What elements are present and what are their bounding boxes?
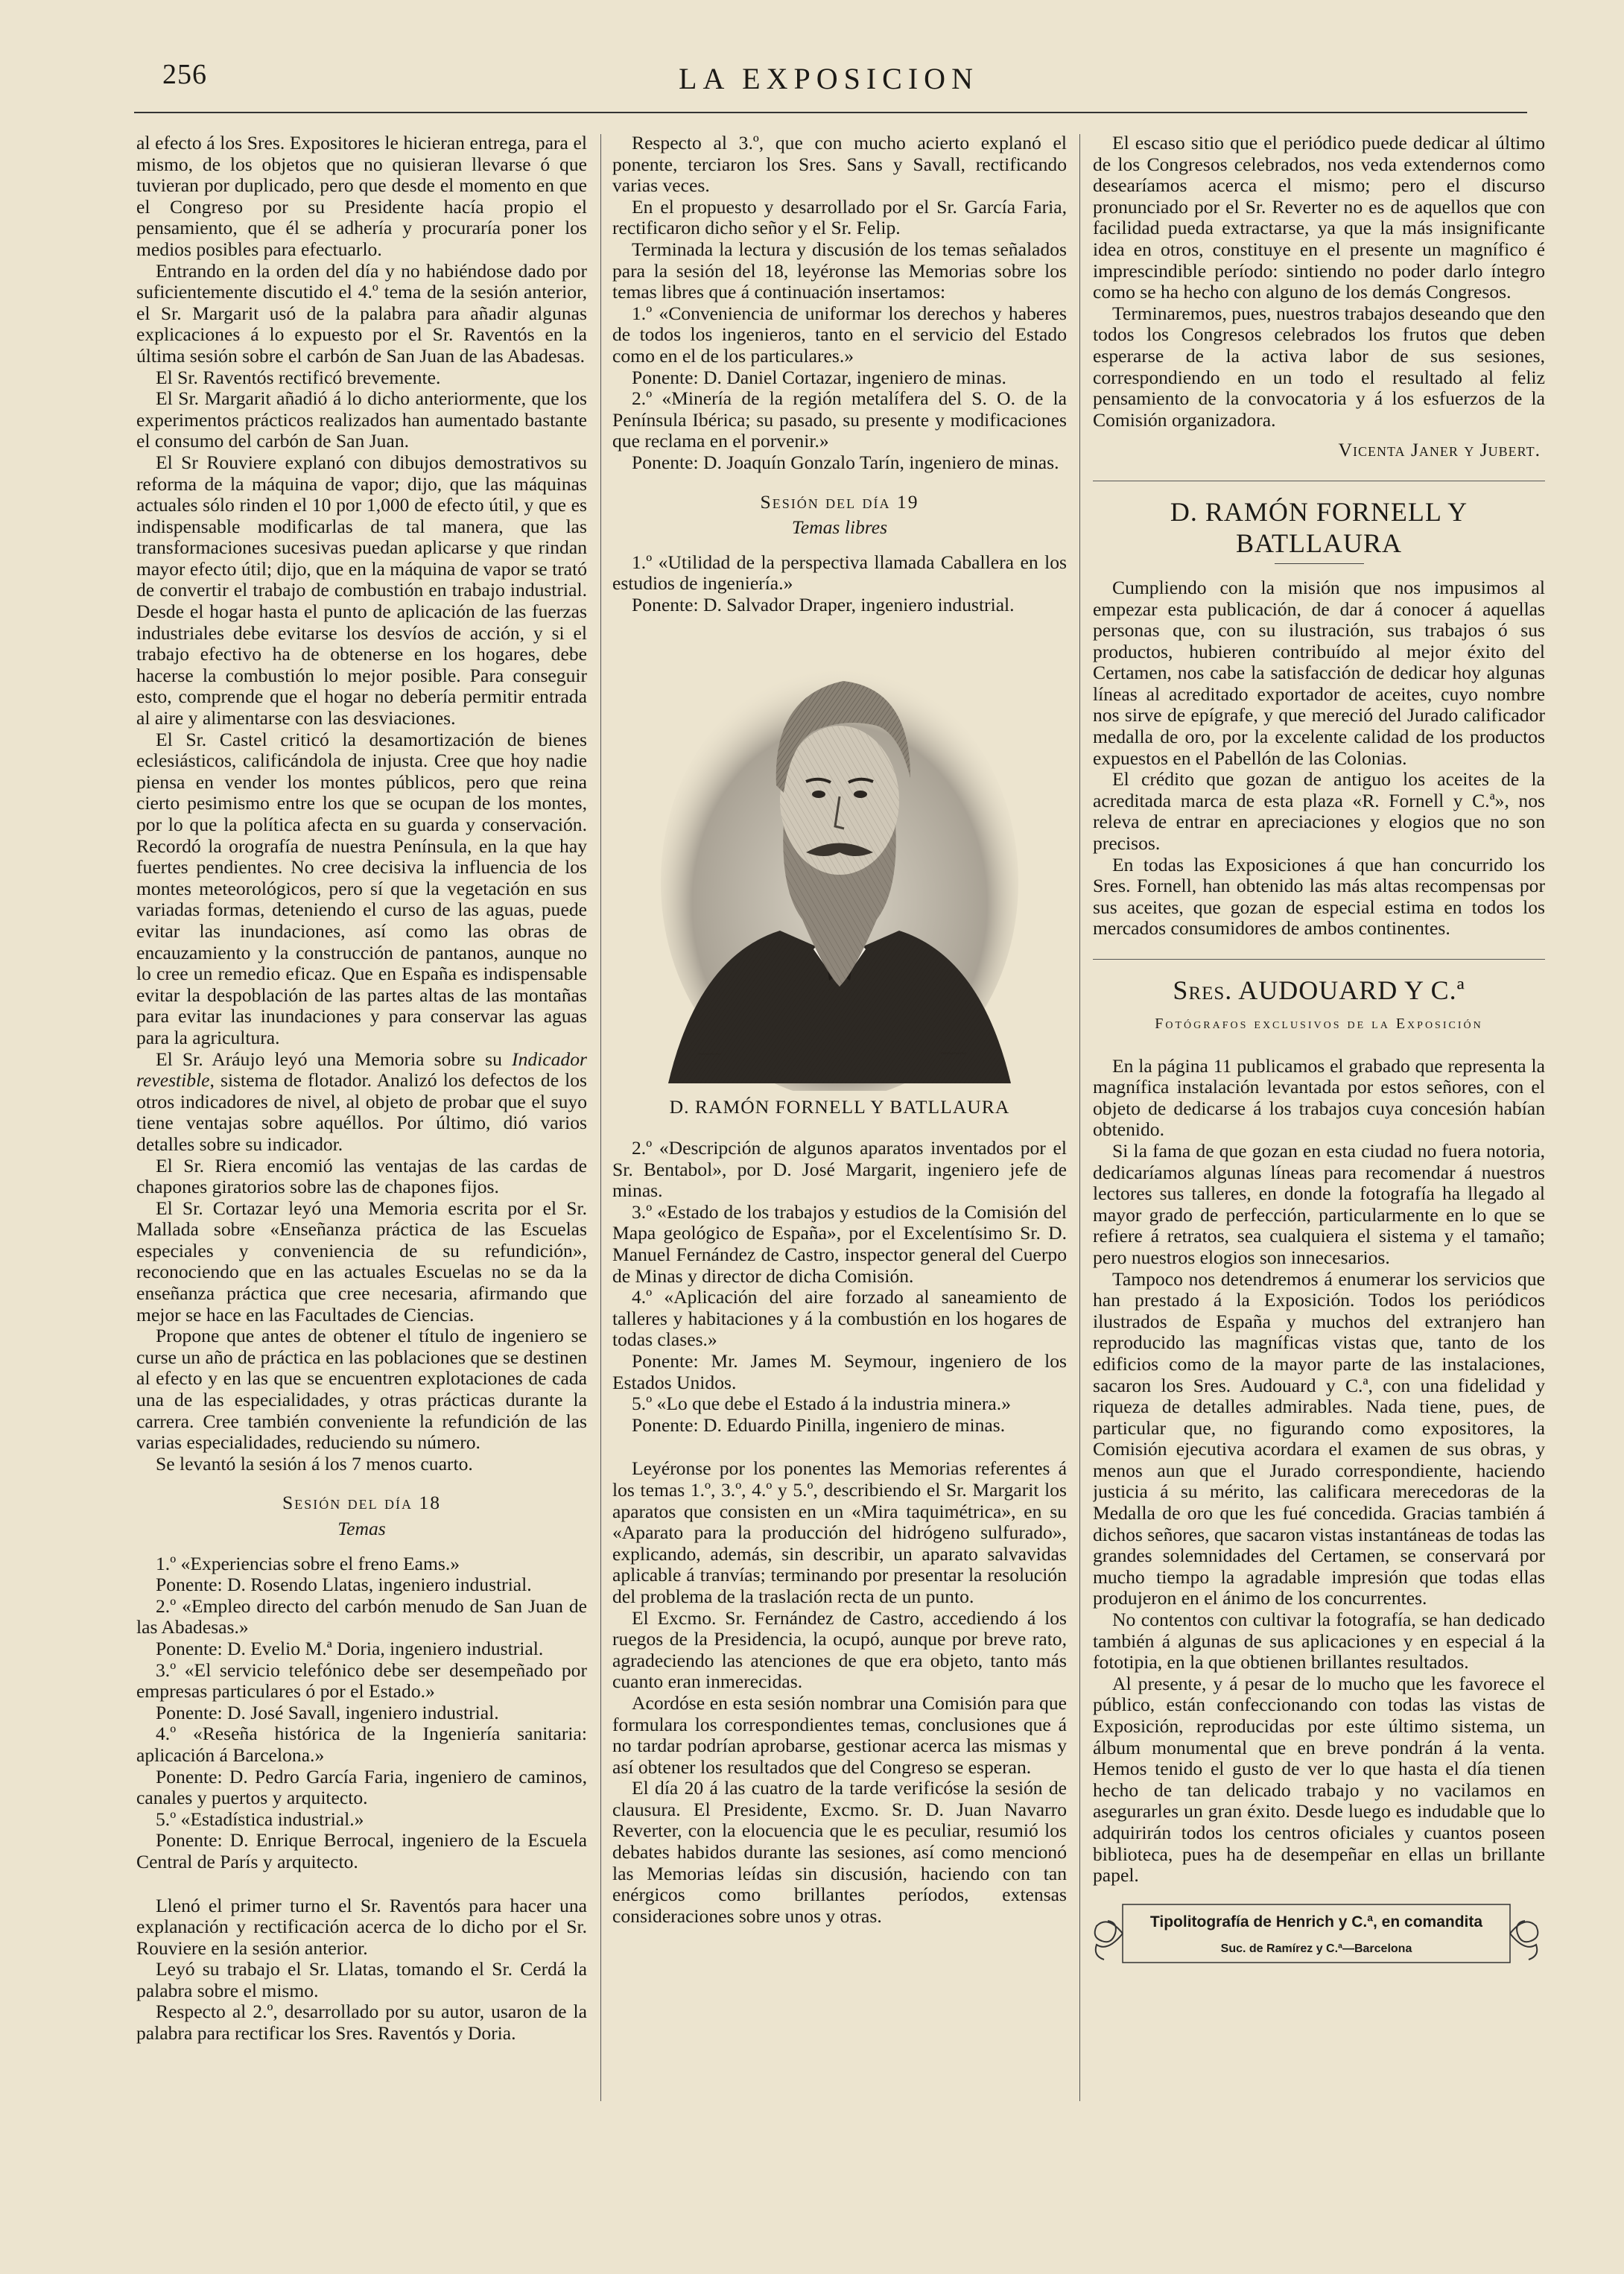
paragraph: Leyéronse por los ponentes las Memorias referentes á los temas 1.º, 3.º, 4.º y 5.º, describiendo el Sr. Margarit los aparatos que consisten en un «Mira taquimétrica», en su «Aparato para la producción del hidrógeno sulfurado», explicando, además, sin describir, un aparato salvavidas aplicable á tranvías; terminando por presentar la resolución del problema de la traslación recta de un punto. bbox=[612, 1457, 1067, 1607]
spacer bbox=[612, 1436, 1067, 1458]
paragraph: Leyó su trabajo el Sr. Llatas, tomando el Sr. Cerdá la palabra sobre el mismo. bbox=[136, 1958, 587, 2001]
fornell-article-title: D. RAMÓN FORNELL Y BATLLAURA bbox=[1170, 496, 1468, 558]
paragraph: No contentos con cultivar la fotografía, se han dedicado también á algunas de sus aplicaciones y en especial á la fototipia, en la que obtienen brillantes resultados. bbox=[1093, 1609, 1545, 1673]
column-divider-1 bbox=[600, 134, 601, 2101]
portrait-engraving bbox=[653, 636, 1026, 1091]
spacer bbox=[136, 1873, 587, 1895]
column-2 bbox=[612, 133, 1067, 2115]
topic-item: 3.º «Estado de los trabajos y estudios de la Comisión del Mapa geológico de España», por el Excelentísimo Sr. D. Manuel Fernández de Castro, inspector general del Cuerpo de Minas y director de dicha Comisión. bbox=[612, 1200, 1067, 1287]
text-span: , sistema de flotador. Analizó los defectos de los otros indicadores de nivel, al objeto de probar que el suyo tiene ventajas sobre aquéllos. Por último, dió varios detalles sobre su indicador. bbox=[136, 1069, 587, 1155]
paragraph: El Excmo. Sr. Fernández de Castro, accediendo á los ruegos de la Presidencia, la ocupó, aunque por breve rato, agradeciendo las atenciones de que era objeto, tanto más cuanto eran inmerecidas. bbox=[612, 1606, 1067, 1693]
paragraph: El escaso sitio que el periódico puede dedicar al último de los Congresos celebrados, nos veda extendernos como desearíamos acerca el mismo; pero el discurso pronunciado por el Sr. Reverter no es de aquellos que con facilidad pueda extractarse, ya que la más insignificante idea en otros, constituye en el presente un magnífico é imprescindible período: sintiendo no poder darlo íntegro como se ha hecho con alguno de los demás Congresos. bbox=[1093, 133, 1545, 303]
memoir-item: 2.º «Minería de la región metalífera del S. O. de la Península Ibérica; su pasado, su presente y modificaciones que reclama en el porvenir.» bbox=[612, 387, 1067, 452]
topic-item: 5.º «Estadística industrial.» bbox=[156, 1808, 364, 1830]
audouard-article-subtitle: Fotógrafos exclusivos de la Exposición bbox=[1155, 1016, 1483, 1032]
page-number: 256 bbox=[162, 59, 207, 90]
paragraph: Respecto al 3.º, que con mucho acierto explanó el ponente, terciaron los Sres. Sans y Savall, rectificando varias veces. bbox=[612, 133, 1067, 197]
paragraph: Terminaremos, pues, nuestros trabajos deseando que den todos los Congresos celebrados los frutos que deben esperarse de la activa labor de sus sesiones, correspondiendo en un todo el resultado al feliz pensamiento de la convocatoria y á los esfuerzos de la Comisión organizadora. bbox=[1093, 302, 1545, 431]
paragraph: Terminada la lectura y discusión de los temas señalados para la sesión del 18, leyéronse las Memorias sobre los temas libres que á continuación insertamos: bbox=[612, 238, 1067, 303]
topic-item: 4.º «Reseña histórica de la Ingeniería sanitaria: aplicación á Barcelona.» bbox=[136, 1723, 587, 1766]
column-3 bbox=[1093, 133, 1545, 2129]
memoir-item: 1.º «Conveniencia de uniformar los derechos y haberes de todos los ingenieros, tanto en el servicio del Estado como en el de los particulares.» bbox=[612, 302, 1067, 367]
paragraph: En la página 11 publicamos el grabado que representa la magnífica instalación levantada por estos señores, con el objeto de dedicarse á los trabajos cuya concesión habían obtenido. bbox=[1093, 1054, 1545, 1141]
paragraph: Si la fama de que gozan en esta ciudad no fuera notoria, dedicaríamos algunas líneas para recomendar á nuestros lectores sus talleres, en donde la fotografía ha llegado al mayor grado de perfección, particularmente en lo que se refiere á retratos, sea cualquiera el sistema y el tamaño; pero nuestros elogios son innecesarios. bbox=[1093, 1139, 1545, 1268]
paragraph: El crédito que gozan de antiguo los aceites de la acreditada marca de esta plaza «R. Fornell y C.ª», nos releva de entrar en apreciaciones y elogios que no son precisos. bbox=[1093, 768, 1545, 855]
topic-speaker: Ponente: D. José Savall, ingeniero industrial. bbox=[156, 1701, 499, 1723]
session-18-subheading: Temas bbox=[337, 1518, 386, 1539]
paragraph: Al presente, y á pesar de lo mucho que les favorece el público, están confeccionando con todas las vistas de Exposición, reproducidas por este último sistema, un álbum monumental que en breve pondrán á la venta. Hemos tenido el gusto de ver lo que hasta el día tienen hecho de tan delicado trabajo y no vacilamos en asegurarles un gran éxito. Desde luego es indudable que lo adquirirán todos los centros oficiales y cuantos poseen biblioteca, pues ha de desempeñar en ellas un brillante papel. bbox=[1093, 1672, 1545, 1887]
paragraph: Respecto al 2.º, desarrollado por su autor, usaron de la palabra para rectificar los Sres. Raventós y Doria. bbox=[136, 2001, 587, 2045]
colophon-printer-address: Suc. de Ramírez y C.ª—Barcelona bbox=[1220, 1942, 1412, 1955]
printer-colophon bbox=[1093, 1900, 1540, 1967]
topic-speaker: Ponente: Mr. James M. Seymour, ingeniero de los Estados Unidos. bbox=[612, 1350, 1067, 1393]
paragraph: Se levantó la sesión á los 7 menos cuarto. bbox=[156, 1452, 473, 1475]
device-name: Indicador revestible bbox=[136, 1048, 587, 1092]
paragraph: Acordóse en esta sesión nombrar una Comisión para que formulara los correspondientes temas, conclusiones que á no tardar podrían aprobarse, gestionar acerca las mismas y así obtener los resultados que del Congreso se esperan. bbox=[612, 1691, 1067, 1778]
paragraph: El Sr Rouviere explanó con dibujos demostrativos su reforma de la máquina de vapor; dijo, que las máquinas actuales sólo rinden el 10 por 1,000 de efecto útil, y que es indispensable modificarlas de tal manera, que las transformaciones sucesivas puedan aplicarse y que rindan mayor efecto útil; dijo, que en la máquina de vapor se trató de convertir el trabajo de combustión en trabajo industrial. Desde el hogar hasta el punto de aplicación de las fuerzas industriales debe evitarse los desvíos de acción, y si el trabajo efectivo ha de obtenerse en los hogares, debe hacerse la combustión lo mejor posible. Para conseguir esto, comprende que el hogar no debería permitir entrada al aire y alimentarse con las desviaciones. bbox=[136, 451, 587, 729]
topic-item: 2.º «Descripción de algunos aparatos inventados por el Sr. Bentabol», por D. José Margarit, ingeniero jefe de minas. bbox=[612, 1137, 1067, 1202]
paragraph: El Sr. Raventós rectificó brevemente. bbox=[156, 366, 441, 388]
audouard-article-title: Sres. AUDOUARD Y C.ª bbox=[1173, 975, 1465, 1005]
memoir-speaker: Ponente: D. Daniel Cortazar, ingeniero de minas. bbox=[632, 366, 1006, 388]
paragraph: Llenó el primer turno el Sr. Raventós para hacer una explanación y rectificación acerca de lo dicho por el Sr. Rouviere en la sesión anterior. bbox=[136, 1894, 587, 1959]
topic-speaker: Ponente: D. Enrique Berrocal, ingeniero de la Escuela Central de París y arquitecto. bbox=[136, 1829, 587, 1872]
title-rule bbox=[1275, 563, 1364, 564]
header-rule bbox=[134, 112, 1527, 113]
session-19-subheading: Temas libres bbox=[791, 516, 888, 539]
topic-item: 3.º «El servicio telefónico debe ser desempeñado por empresas particulares ó por el Estado.» bbox=[136, 1659, 587, 1703]
topic-item: 2.º «Empleo directo del carbón menudo de San Juan de las Abadesas.» bbox=[136, 1594, 587, 1638]
memoir-speaker: Ponente: D. Joaquín Gonzalo Tarín, ingeniero de minas. bbox=[632, 451, 1059, 473]
topic-item: 5.º «Lo que debe el Estado á la industria minera.» bbox=[632, 1393, 1011, 1415]
session-19-heading: Sesión del día 19 bbox=[760, 490, 919, 513]
portrait-illustration bbox=[653, 636, 1026, 1091]
paragraph: El Sr. Cortazar leyó una Memoria escrita por el Sr. Mallada sobre «Enseñanza práctica de las Escuelas especiales y conveniencia de su refundición», reconociendo que en las actuales Escuelas no se da la enseñanza práctica que cree necesaria, afirmando que mejor se hace en las Facultades de Ciencias. bbox=[136, 1197, 587, 1326]
colophon-printer-name: Tipolitografía de Henrich y C.ª, en comandita bbox=[1149, 1913, 1483, 1931]
session-18-heading: Sesión del día 18 bbox=[282, 1492, 441, 1514]
text-span: El Sr. Aráujo leyó una Memoria sobre su bbox=[156, 1048, 513, 1070]
topic-speaker: Ponente: D. Pedro García Faria, ingeniero de caminos, canales y puertos y arquitecto. bbox=[136, 1765, 587, 1809]
paragraph: Tampoco nos detendremos á enumerar los servicios que han prestado á la Exposición. Todos los periódicos ilustrados de España y muchos del extranjero han reproducido las magníficas vistas que, tanto de los edificios como de la mayor parte de las instalaciones, sacaron los Sres. Audouard y C.ª, con una fidelidad y riqueza de detalles admirables. Nada tiene, pues, de particular que, no figurando como expositores, la Comisión ejecutiva acordara el examen de sus obras, y menos aun que el Jurado correspondiente, haciendo justicia á su mérito, las calificara merecedoras de la Medalla de oro que les fué concedida. Gracias también á dichos señores, que sacaron vistas instantáneas de todas las grandes solemnidades del Certamen, se conservará por mucho tiempo la agradable impresión que todas ellas produjeron en el ánimo de los concurrentes. bbox=[1093, 1267, 1545, 1609]
column-divider-2 bbox=[1079, 134, 1080, 2101]
topic-speaker: Ponente: D. Salvador Draper, ingeniero industrial. bbox=[632, 593, 1015, 615]
journal-title: LA EXPOSICION bbox=[679, 62, 979, 95]
paragraph: El Sr. Margarit añadió á lo dicho anteriormente, que los experimentos prácticos realizados han aumentado bastante el consumo del carbón de San Juan. bbox=[136, 387, 587, 452]
artist-signature: ~~~~ bbox=[940, 1048, 966, 1061]
topic-speaker: Ponente: D. Rosendo Llatas, ingeniero industrial. bbox=[156, 1574, 532, 1596]
paragraph: Entrando en la orden del día y no habiéndose dado por suficientemente discutido el 4.º tema de la sesión anterior, el Sr. Margarit usó de la palabra para añadir algunas explicaciones á lo expuesto por el Sr. Raventós en la última sesión sobre el carbón de San Juan de las Abadesas. bbox=[136, 259, 587, 367]
paragraph: al efecto á los Sres. Expositores le hicieran entrega, para el mismo, de los objetos que no quisieran llevarse ó que tuvieran por duplicado, pero que desde el momento en que el Congreso por su Presidente hacía propio el pensamiento, que él se adhería y procuraría poner los medios posibles para efectuarlo. bbox=[136, 133, 587, 260]
engraver-signature: ~~~~ bbox=[698, 1049, 721, 1061]
topic-item: 4.º «Aplicación del aire forzado al saneamiento de talleres y habitaciones y á la combustión en los hogares de todas clases.» bbox=[612, 1286, 1067, 1351]
topic-item: 1.º «Experiencias sobre el freno Eams.» bbox=[156, 1552, 460, 1574]
paragraph: El Sr. Castel criticó la desamortización de bienes eclesiásticos, calificándola de injusta. Cree que hoy nadie piensa en vender los montes públicos, pero que reina cierto pesimismo entre los que se ocupan de los montes, por lo que la política afecta en su guarda y conservación. Recordó la orografía de nuestra Península, en la que hay fuertes pendientes. No cree decisiva la influencia de los montes meteorológicos, pero sí que la vegetación en sus variadas formas, deteniendo el curso de las aguas, puede evitar las inundaciones, así como las obras de encauzamiento y la construcción de pantanos, aunque no lo cree un remedio eficaz. Que en España es indispensable evitar la despoblación de las partes altas de las montañas para evitar las inundaciones y para conservar las aguas para la agricultura. bbox=[136, 728, 587, 1048]
paragraph: En todas las Exposiciones á que han concurrido los Sres. Fornell, han obtenido las más altas recompensas por sus aceites, que gozan de especial estima en todos los mercados consumidores de ambos continentes. bbox=[1093, 853, 1545, 940]
paragraph: El Sr. Riera encomió las ventajas de las cardas de chapones giratorios sobre las de chapones fijos. bbox=[136, 1154, 587, 1198]
topic-speaker: Ponente: D. Eduardo Pinilla, ingeniero de minas. bbox=[632, 1413, 1006, 1436]
paragraph: Propone que antes de obtener el título de ingeniero se curse un año de práctica en las poblaciones que se destinen al efecto y en las que se encuentren explotaciones de cada una de las especialidades, y otras prácticas durante la carrera. Cree también conveniente la refundición de las varias especialidades, reduciendo su número. bbox=[136, 1325, 587, 1454]
topic-item: 1.º «Utilidad de la perspectiva llamada Caballera en los estudios de ingeniería.» bbox=[612, 551, 1067, 595]
paragraph: Cumpliendo con la misión que nos impusimos al empezar esta publicación, de dar á conocer á aquellas personas que, con su ilustración, sus trabajos ó sus productos, hubieren contribuído al mejor éxito del Certamen, nos cabe la satisfacción de dedicar hoy algunas líneas al acreditado exportador de aceites, cuyo nombre nos sirve de epígrafe, y que mereció del Jurado calificador medalla de oro, por la excelente calidad de los productos expuestos en el Pabellón de las Colonias. bbox=[1093, 576, 1545, 769]
paragraph: El día 20 á las cuatro de la tarde verificóse la sesión de clausura. El Presidente, Excmo. Sr. D. Juan Navarro Reverter, con la elocuencia que le es peculiar, resumió los debates habidos durante las sesiones, así como mencionó las Memorias leídas sin discusión, haciendo con tan enérgicos como brillantes períodos, extensas consideraciones sobre unos y otras. bbox=[612, 1777, 1067, 1927]
section-divider bbox=[1093, 959, 1545, 960]
author-signature: Vicenta Janer y Jubert. bbox=[1338, 439, 1541, 461]
topic-speaker: Ponente: D. Evelio M.ª Doria, ingeniero industrial. bbox=[156, 1637, 544, 1659]
paragraph bbox=[136, 1049, 587, 1156]
column-1 bbox=[136, 133, 587, 2107]
page-header bbox=[134, 52, 1523, 112]
paragraph: En el propuesto y desarrollado por el Sr. García Faria, rectificaron dicho señor y el Sr. Felip. bbox=[612, 195, 1067, 239]
portrait-caption: D. RAMÓN FORNELL Y BATLLAURA bbox=[669, 1096, 1010, 1118]
